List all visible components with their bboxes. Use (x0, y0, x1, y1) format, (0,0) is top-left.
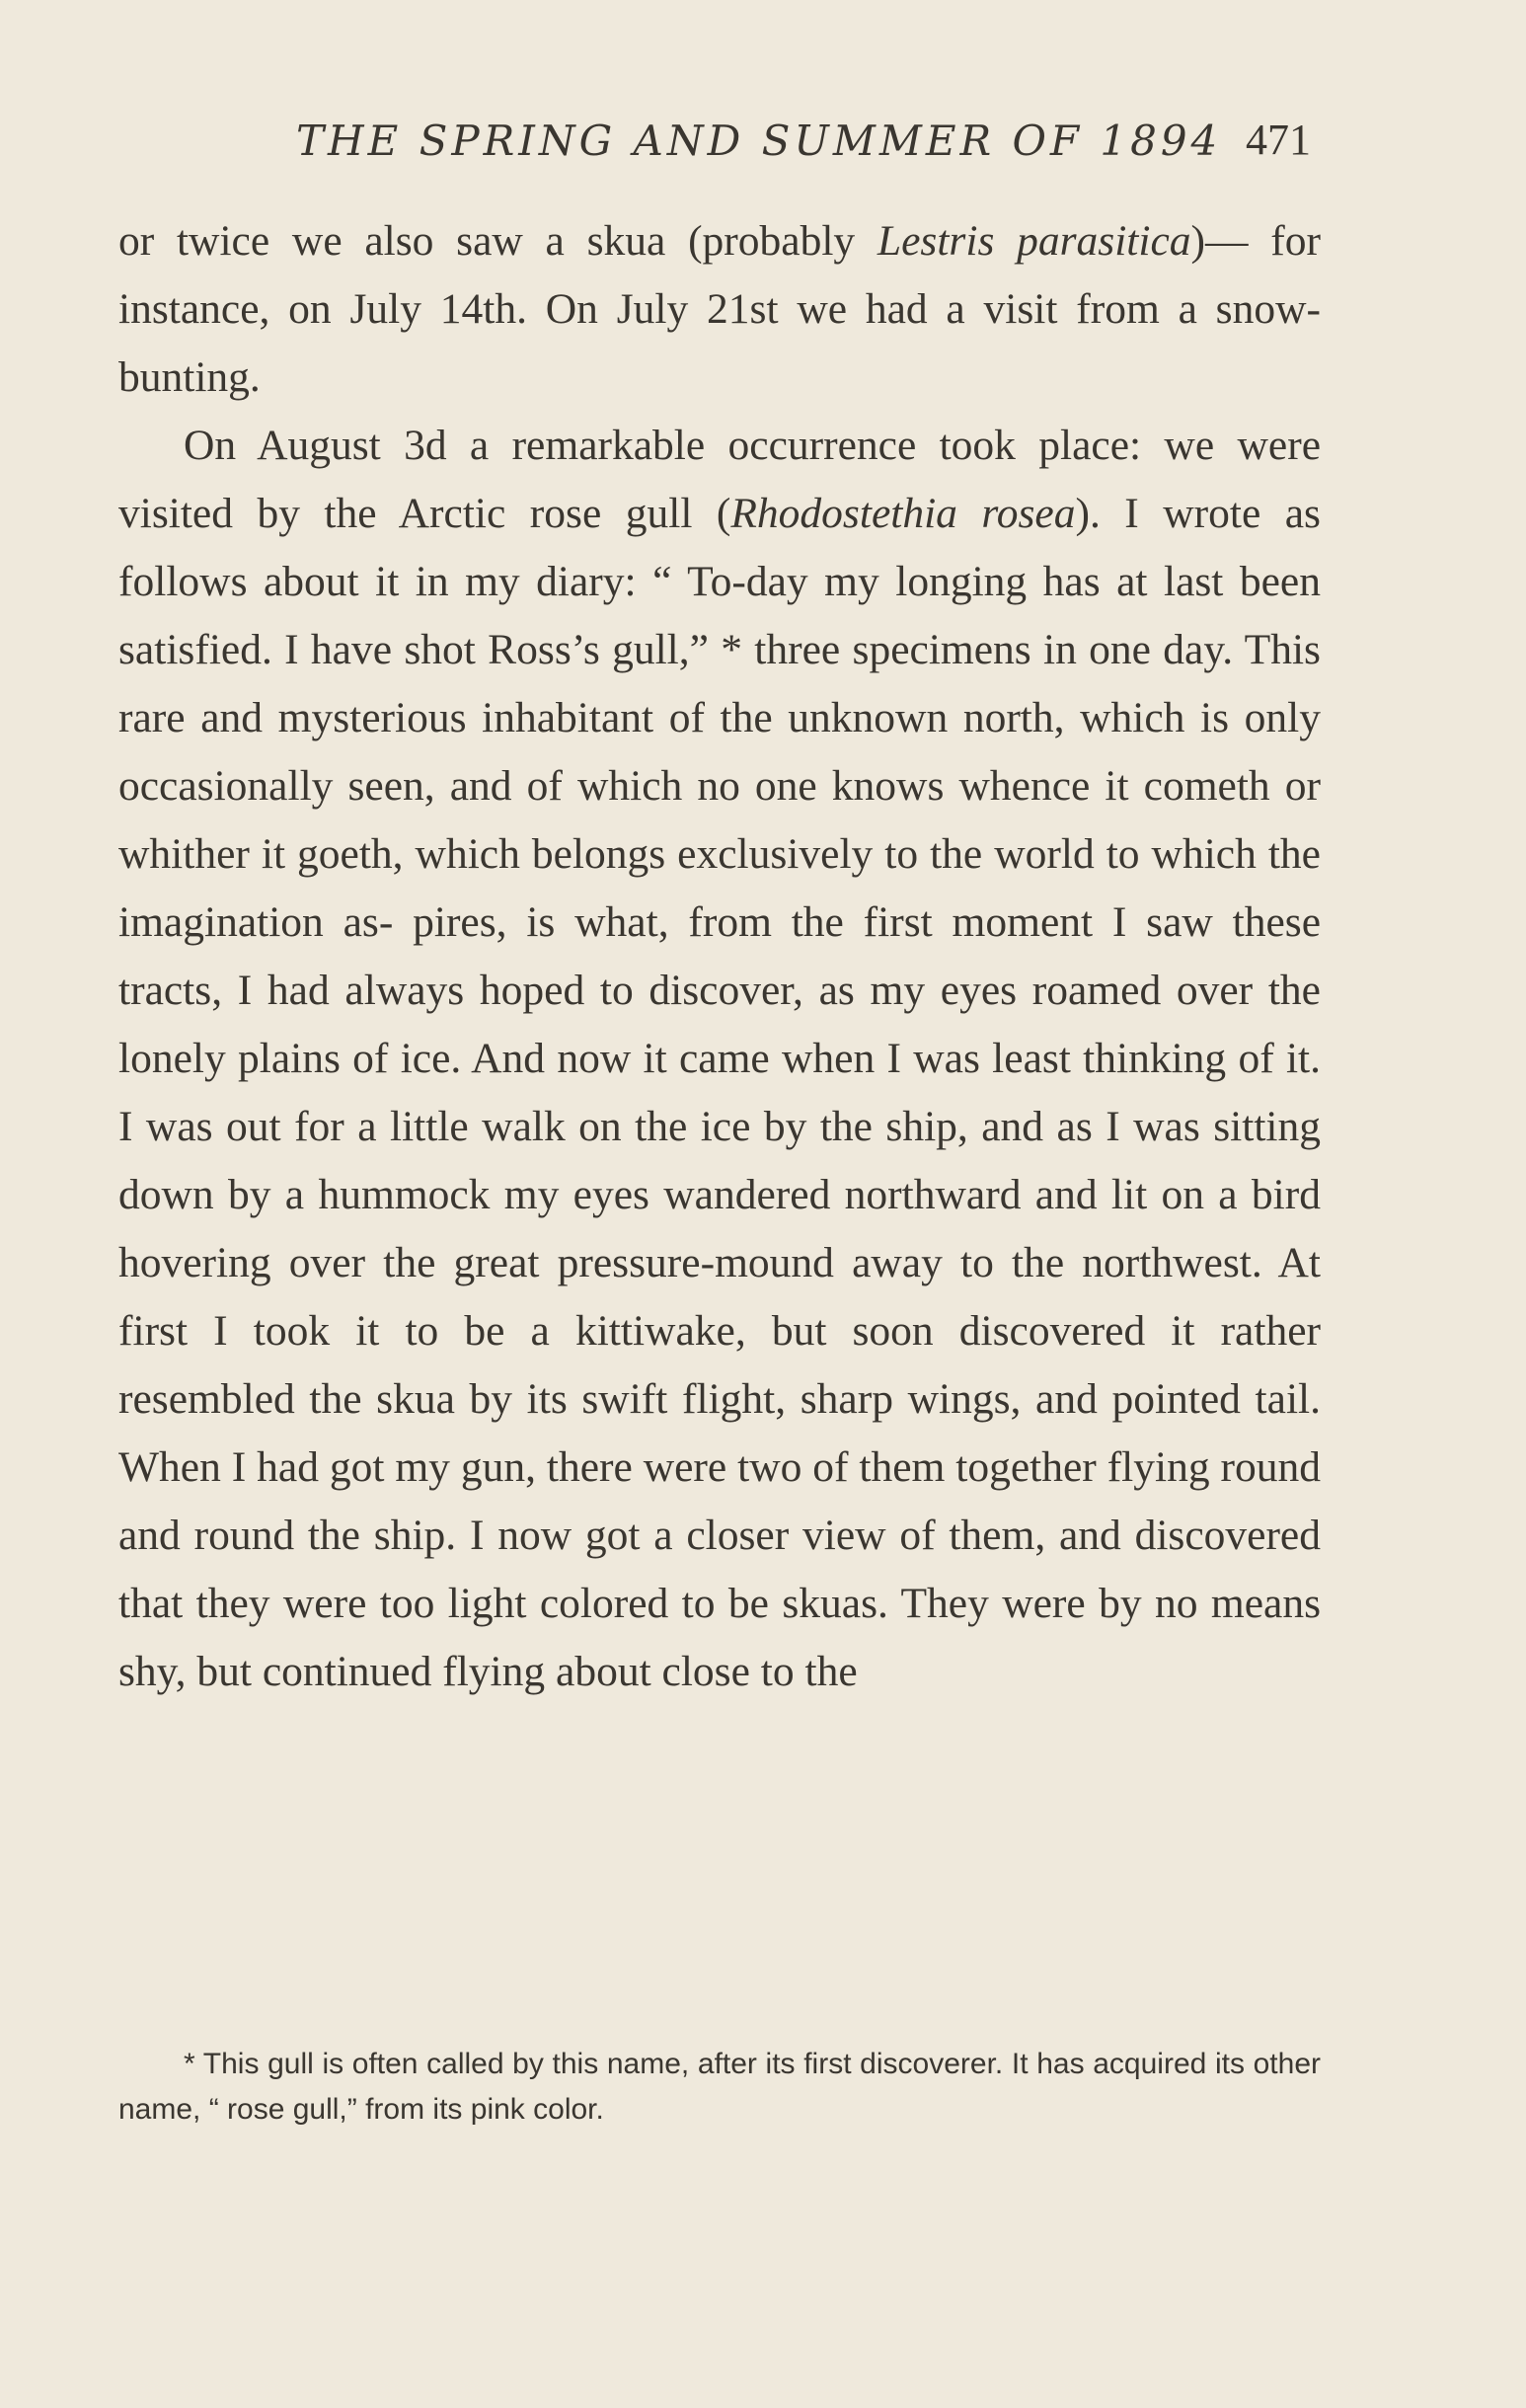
body-text (118, 207, 1321, 1706)
paragraph-2 (118, 412, 1321, 1706)
footnote: * This gull is often called by this name, after its first discoverer. It has acquired its other name, “ rose gull,” from its pink color. (118, 2048, 1321, 2126)
page-number: 471 (1246, 116, 1311, 164)
running-head: THE SPRING AND SUMMER OF 1894 (296, 117, 1222, 165)
paragraph-1-text-end: )— for instance, on July 14th. On July 21st we had a visit from a snow-bunting. (118, 217, 1321, 401)
paragraph-1-text: or twice we also saw a skua (probably (118, 217, 877, 265)
species-name-lestris: Lestris parasitica (877, 217, 1191, 265)
paragraph-2-text-b: ). I wrote as follows about it in my diary: “ To-day my longing has at last been satisfied. I have shot Ross’s gull,” * three specimens in one day. This rare and mysterious inhabitant of the unknown north, which is only occasionally seen, and of which no one knows whence it cometh or whither it goeth, which belongs exclusively to the world to which the imagination as- pires, is what, from the first moment I saw these tracts, I had always hoped to discover, as my eyes roamed over the lonely plains of ice. And now it came when I was least thinking of it. I was out for a little walk on the ice by the ship, and as I was sitting down by a hummock my eyes wandered northward and lit on a bird hovering over the great pressure-mound away to the northwest. At first I took it to be a kittiwake, but soon discovered it rather resembled the skua by its swift flight, sharp wings, and pointed tail. When I had got my gun, there were two of them together flying round and round the ship. I now got a closer view of them, and discovered that they were too light colored to be skuas. They were by no means shy, but continued flying about close to the (118, 490, 1321, 1695)
paragraph-2-text-a: On August 3d a remarkable occurrence took place: we were visited by the Arctic rose gull ( (118, 422, 1321, 537)
paragraph-1 (118, 207, 1321, 412)
species-name-rhodostethia: Rhodostethia rosea (730, 490, 1076, 537)
